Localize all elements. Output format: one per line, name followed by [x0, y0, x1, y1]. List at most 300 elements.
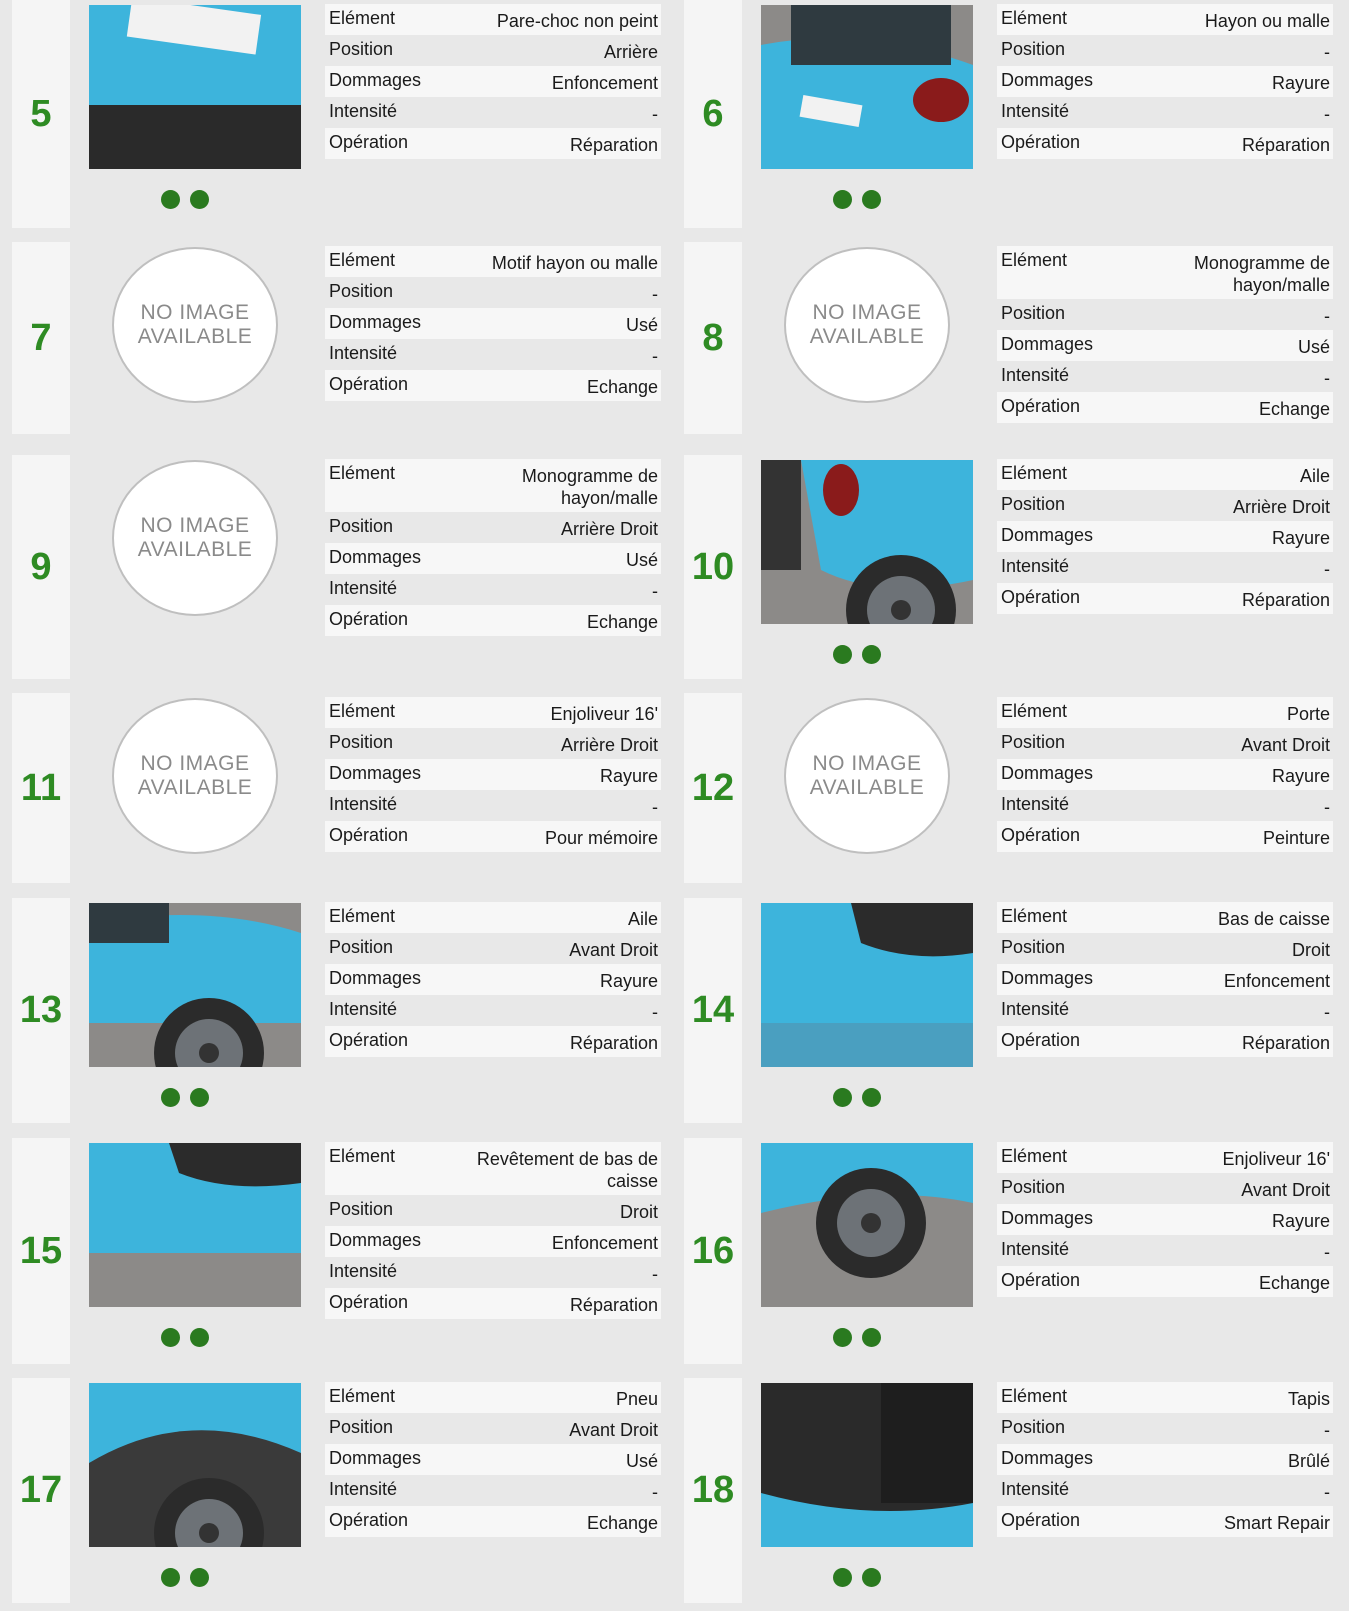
detail-value: Rayure — [1271, 73, 1330, 93]
detail-row — [997, 97, 1333, 128]
damage-details-table — [997, 902, 1333, 1057]
detail-value: Usé — [625, 1451, 658, 1471]
detail-value: Rayure — [1271, 1211, 1330, 1231]
detail-label: Position — [329, 39, 394, 59]
detail-label: Elément — [1001, 906, 1068, 926]
detail-row — [997, 1026, 1333, 1057]
detail-label: Opération — [329, 1030, 409, 1050]
detail-row — [997, 728, 1333, 759]
detail-row — [997, 330, 1333, 361]
pagination-dot[interactable] — [862, 1568, 881, 1587]
pagination-dot[interactable] — [161, 190, 180, 209]
detail-label: Elément — [329, 250, 396, 270]
item-number: 8 — [702, 316, 724, 359]
detail-value: Tapis — [1287, 1389, 1330, 1409]
detail-label: Dommages — [1001, 334, 1094, 354]
detail-value: - — [1324, 306, 1330, 326]
item-number-column — [684, 455, 742, 679]
detail-value: Réparation — [1241, 590, 1330, 610]
detail-value: Echange — [586, 612, 658, 632]
damage-details-table — [997, 459, 1333, 614]
item-number-column — [12, 898, 70, 1123]
item-number-column — [684, 0, 742, 228]
detail-row — [325, 1506, 661, 1537]
photo-pagination-dots — [161, 190, 209, 209]
detail-row — [325, 759, 661, 790]
photo-rear-bumper[interactable] — [89, 5, 301, 169]
pagination-dot[interactable] — [862, 190, 881, 209]
item-number-column — [12, 0, 70, 228]
detail-label: Dommages — [1001, 968, 1094, 988]
item-number: 15 — [19, 1229, 63, 1272]
detail-label: Elément — [1001, 8, 1068, 28]
detail-label: Position — [1001, 39, 1066, 59]
detail-value: - — [652, 1482, 658, 1502]
photo-floor-mat[interactable] — [761, 1383, 973, 1547]
no-image-text: AVAILABLE — [809, 325, 925, 348]
detail-value: Enfoncement — [551, 1233, 658, 1253]
detail-value: Pneu — [615, 1389, 658, 1409]
detail-value: - — [652, 346, 658, 366]
detail-value: Porte — [1286, 704, 1330, 724]
detail-label: Elément — [329, 906, 396, 926]
detail-value: - — [1324, 42, 1330, 62]
damage-details-table — [325, 697, 661, 852]
detail-label: Dommages — [329, 547, 422, 567]
detail-label: Intensité — [329, 999, 398, 1019]
detail-label: Dommages — [1001, 70, 1094, 90]
no-image-placeholder — [784, 698, 950, 854]
detail-value: - — [652, 1264, 658, 1284]
detail-value: Avant Droit — [569, 940, 658, 960]
no-image-text: NO IMAGE — [140, 514, 250, 537]
damage-details-table — [325, 1142, 661, 1319]
detail-row — [997, 128, 1333, 159]
detail-value: Echange — [586, 1513, 658, 1533]
detail-label: Opération — [1001, 1270, 1081, 1290]
detail-value: Hayon ou malle — [1204, 11, 1330, 31]
item-number: 6 — [702, 92, 724, 135]
no-image-text: NO IMAGE — [140, 301, 250, 324]
detail-row — [325, 933, 661, 964]
detail-row — [997, 4, 1333, 35]
item-number-column — [684, 1378, 742, 1603]
pagination-dot[interactable] — [190, 1088, 209, 1107]
item-number: 5 — [30, 92, 52, 135]
detail-value: - — [1324, 1482, 1330, 1502]
detail-value: Rayure — [1271, 766, 1330, 786]
detail-value: Rayure — [599, 971, 658, 991]
detail-label: Dommages — [1001, 1448, 1094, 1468]
detail-label: Opération — [329, 1292, 409, 1312]
detail-label: Elément — [1001, 1146, 1068, 1166]
detail-row — [997, 246, 1333, 299]
detail-row — [997, 790, 1333, 821]
detail-value: - — [1324, 104, 1330, 124]
detail-row — [325, 1142, 661, 1195]
detail-row — [325, 902, 661, 933]
detail-row — [325, 66, 661, 97]
detail-value: Réparation — [569, 1295, 658, 1315]
pagination-dot[interactable] — [161, 1568, 180, 1587]
detail-row — [325, 308, 661, 339]
pagination-dot[interactable] — [862, 1328, 881, 1347]
detail-label: Dommages — [329, 312, 422, 332]
damage-details-table — [325, 246, 661, 401]
detail-row — [325, 790, 661, 821]
detail-value: Enjoliveur 16' — [550, 704, 658, 724]
detail-label: Position — [329, 516, 394, 536]
no-image-text: AVAILABLE — [137, 538, 253, 561]
detail-row — [325, 1226, 661, 1257]
detail-label: Opération — [1001, 1030, 1081, 1050]
detail-label: Position — [1001, 937, 1066, 957]
detail-row — [997, 1444, 1333, 1475]
detail-label: Opération — [1001, 1510, 1081, 1530]
detail-row — [325, 512, 661, 543]
detail-label: Opération — [329, 374, 409, 394]
item-number-column — [12, 455, 70, 679]
detail-value: Enfoncement — [1223, 971, 1330, 991]
damage-details-table — [325, 902, 661, 1057]
damage-details-table — [325, 4, 661, 159]
detail-label: Opération — [329, 609, 409, 629]
detail-value: Echange — [1258, 399, 1330, 419]
pagination-dot[interactable] — [833, 645, 852, 664]
no-image-placeholder — [784, 247, 950, 403]
no-image-text: NO IMAGE — [140, 752, 250, 775]
detail-label: Opération — [329, 132, 409, 152]
detail-row — [325, 97, 661, 128]
detail-label: Dommages — [329, 763, 422, 783]
detail-value: Monogramme de hayon/malle — [1193, 253, 1330, 295]
detail-label: Intensité — [1001, 794, 1070, 814]
detail-label: Elément — [1001, 701, 1068, 721]
detail-label: Intensité — [329, 101, 398, 121]
detail-label: Intensité — [1001, 999, 1070, 1019]
detail-label: Position — [329, 937, 394, 957]
detail-row — [325, 1444, 661, 1475]
detail-row — [325, 697, 661, 728]
item-number-column — [684, 693, 742, 883]
pagination-dot[interactable] — [161, 1328, 180, 1347]
detail-row — [997, 1142, 1333, 1173]
item-number: 7 — [30, 316, 52, 359]
detail-value: Peinture — [1262, 828, 1330, 848]
detail-row — [325, 35, 661, 66]
detail-row — [997, 459, 1333, 490]
detail-row — [997, 583, 1333, 614]
detail-label: Position — [1001, 1177, 1066, 1197]
detail-value: - — [1324, 1420, 1330, 1440]
detail-value: - — [652, 797, 658, 817]
detail-value: - — [652, 284, 658, 304]
pagination-dot[interactable] — [190, 1568, 209, 1587]
photo-pagination-dots — [833, 1088, 881, 1107]
photo-front-wheel[interactable] — [761, 1143, 973, 1307]
detail-label: Intensité — [1001, 1239, 1070, 1259]
no-image-placeholder — [112, 247, 278, 403]
detail-label: Opération — [1001, 396, 1081, 416]
item-number: 11 — [20, 766, 62, 809]
detail-row — [325, 370, 661, 401]
detail-value: Smart Repair — [1223, 1513, 1330, 1533]
detail-row — [997, 697, 1333, 728]
item-number-column — [12, 242, 70, 434]
item-number: 14 — [691, 989, 735, 1031]
pagination-dot[interactable] — [862, 645, 881, 664]
detail-row — [325, 728, 661, 759]
detail-row — [997, 995, 1333, 1026]
detail-label: Elément — [1001, 250, 1068, 270]
detail-label: Position — [1001, 1417, 1066, 1437]
photo-pagination-dots — [833, 190, 881, 209]
no-image-text: AVAILABLE — [137, 325, 253, 348]
detail-row — [997, 1413, 1333, 1444]
detail-value: Avant Droit — [1241, 735, 1330, 755]
detail-label: Dommages — [329, 1448, 422, 1468]
detail-label: Position — [1001, 303, 1066, 323]
photo-tyre[interactable] — [89, 1383, 301, 1547]
pagination-dot[interactable] — [190, 190, 209, 209]
detail-row — [997, 1204, 1333, 1235]
detail-label: Intensité — [329, 794, 398, 814]
photo-rear-wing[interactable] — [761, 460, 973, 624]
item-number-column — [12, 693, 70, 883]
detail-value: Rayure — [599, 766, 658, 786]
detail-value: Avant Droit — [1241, 1180, 1330, 1200]
damage-details-table — [325, 1382, 661, 1537]
photo-pagination-dots — [161, 1088, 209, 1107]
damage-details-table — [997, 1382, 1333, 1537]
detail-label: Intensité — [329, 343, 398, 363]
item-number: 12 — [691, 766, 735, 809]
detail-value: Enfoncement — [551, 73, 658, 93]
no-image-text: NO IMAGE — [812, 752, 922, 775]
detail-value: Réparation — [569, 135, 658, 155]
detail-value: - — [652, 104, 658, 124]
detail-label: Intensité — [1001, 365, 1070, 385]
detail-row — [325, 543, 661, 574]
photo-pagination-dots — [833, 1328, 881, 1347]
damage-details-table — [997, 246, 1333, 423]
detail-label: Position — [1001, 494, 1066, 514]
detail-value: Usé — [1297, 337, 1330, 357]
detail-label: Opération — [1001, 587, 1081, 607]
detail-row — [997, 821, 1333, 852]
pagination-dot[interactable] — [833, 1088, 852, 1107]
detail-value: Revêtement de bas de caisse — [476, 1149, 658, 1191]
item-number-column — [684, 898, 742, 1123]
detail-value: Aile — [1299, 466, 1330, 486]
detail-label: Position — [329, 1199, 394, 1219]
detail-row — [325, 574, 661, 605]
no-image-text: NO IMAGE — [812, 301, 922, 324]
damage-details-table — [997, 4, 1333, 159]
detail-label: Elément — [329, 8, 396, 28]
detail-row — [325, 1288, 661, 1319]
detail-value: - — [1324, 797, 1330, 817]
detail-label: Elément — [329, 701, 396, 721]
pagination-dot[interactable] — [833, 1328, 852, 1347]
detail-label: Opération — [1001, 132, 1081, 152]
detail-value: Rayure — [1271, 528, 1330, 548]
pagination-dot[interactable] — [862, 1088, 881, 1107]
detail-row — [997, 1475, 1333, 1506]
detail-label: Dommages — [329, 70, 422, 90]
detail-value: Echange — [1258, 1273, 1330, 1293]
detail-row — [997, 521, 1333, 552]
detail-row — [997, 66, 1333, 97]
photo-pagination-dots — [161, 1328, 209, 1347]
detail-value: - — [1324, 1002, 1330, 1022]
detail-row — [325, 277, 661, 308]
item-number: 13 — [19, 989, 63, 1031]
item-number: 17 — [19, 1469, 63, 1511]
detail-row — [997, 1235, 1333, 1266]
damage-details-table — [997, 1142, 1333, 1297]
detail-value: Usé — [625, 315, 658, 335]
detail-row — [997, 35, 1333, 66]
detail-value: Enjoliveur 16' — [1222, 1149, 1330, 1169]
detail-label: Dommages — [1001, 525, 1094, 545]
detail-value: Aile — [627, 909, 658, 929]
detail-row — [325, 605, 661, 636]
detail-value: Pour mémoire — [544, 828, 658, 848]
detail-row — [997, 361, 1333, 392]
detail-label: Dommages — [329, 1230, 422, 1250]
detail-row — [325, 246, 661, 277]
detail-label: Opération — [329, 825, 409, 845]
detail-value: Motif hayon ou malle — [491, 253, 658, 273]
detail-row — [325, 1257, 661, 1288]
detail-value: - — [1324, 559, 1330, 579]
no-image-placeholder — [112, 460, 278, 616]
item-number: 18 — [691, 1469, 735, 1511]
item-number-column — [12, 1378, 70, 1603]
photo-front-wing[interactable] — [89, 903, 301, 1067]
detail-value: Arrière Droit — [560, 519, 658, 539]
no-image-text: AVAILABLE — [809, 776, 925, 799]
detail-value: Réparation — [1241, 135, 1330, 155]
detail-value: Droit — [1291, 940, 1330, 960]
detail-label: Intensité — [329, 578, 398, 598]
detail-label: Intensité — [329, 1261, 398, 1281]
detail-row — [325, 821, 661, 852]
damage-details-table — [997, 697, 1333, 852]
detail-value: Echange — [586, 377, 658, 397]
detail-row — [325, 1475, 661, 1506]
detail-row — [997, 964, 1333, 995]
item-number-column — [12, 1138, 70, 1364]
item-number: 9 — [30, 545, 52, 588]
detail-label: Position — [329, 281, 394, 301]
detail-value: Réparation — [569, 1033, 658, 1053]
detail-value: - — [1324, 368, 1330, 388]
detail-label: Intensité — [1001, 556, 1070, 576]
detail-value: - — [652, 581, 658, 601]
damage-details-table — [325, 459, 661, 636]
detail-row — [997, 1506, 1333, 1537]
detail-value: - — [652, 1002, 658, 1022]
detail-row — [997, 392, 1333, 423]
detail-row — [997, 933, 1333, 964]
detail-row — [325, 1026, 661, 1057]
detail-row — [325, 339, 661, 370]
detail-row — [997, 299, 1333, 330]
detail-label: Dommages — [329, 968, 422, 988]
item-number-column — [684, 1138, 742, 1364]
detail-row — [325, 1413, 661, 1444]
item-number: 16 — [691, 1229, 735, 1272]
detail-row — [997, 490, 1333, 521]
pagination-dot[interactable] — [161, 1088, 180, 1107]
detail-row — [997, 1382, 1333, 1413]
detail-value: Pare-choc non peint — [496, 11, 658, 31]
detail-label: Position — [329, 1417, 394, 1437]
detail-label: Elément — [329, 1146, 396, 1166]
detail-row — [325, 4, 661, 35]
detail-row — [325, 964, 661, 995]
detail-value: Bas de caisse — [1217, 909, 1330, 929]
detail-value: Monogramme de hayon/malle — [521, 466, 658, 508]
detail-label: Opération — [1001, 825, 1081, 845]
photo-pagination-dots — [833, 645, 881, 664]
detail-label: Opération — [329, 1510, 409, 1530]
detail-row — [997, 1266, 1333, 1297]
detail-label: Intensité — [1001, 1479, 1070, 1499]
detail-row — [325, 1195, 661, 1226]
detail-value: Usé — [625, 550, 658, 570]
detail-value: Arrière Droit — [1232, 497, 1330, 517]
pagination-dot[interactable] — [833, 190, 852, 209]
detail-row — [997, 902, 1333, 933]
detail-label: Intensité — [1001, 101, 1070, 121]
detail-row — [997, 759, 1333, 790]
photo-pagination-dots — [161, 1568, 209, 1587]
photo-sill-trim[interactable] — [89, 1143, 301, 1307]
detail-label: Elément — [1001, 1386, 1068, 1406]
pagination-dot[interactable] — [833, 1568, 852, 1587]
photo-pagination-dots — [833, 1568, 881, 1587]
detail-label: Dommages — [1001, 763, 1094, 783]
detail-row — [325, 1382, 661, 1413]
detail-row — [997, 1173, 1333, 1204]
pagination-dot[interactable] — [190, 1328, 209, 1347]
no-image-placeholder — [112, 698, 278, 854]
detail-value: Avant Droit — [569, 1420, 658, 1440]
detail-value: Réparation — [1241, 1033, 1330, 1053]
detail-row — [997, 552, 1333, 583]
detail-value: Arrière Droit — [560, 735, 658, 755]
detail-value: - — [1324, 1242, 1330, 1262]
detail-value: Brûlé — [1287, 1451, 1330, 1471]
detail-row — [325, 128, 661, 159]
photo-tailgate[interactable] — [761, 5, 973, 169]
detail-label: Position — [329, 732, 394, 752]
detail-value: Droit — [619, 1202, 658, 1222]
detail-label: Elément — [329, 463, 396, 483]
no-image-text: AVAILABLE — [137, 776, 253, 799]
item-number-column — [684, 242, 742, 434]
detail-value: Arrière — [603, 42, 658, 62]
detail-label: Position — [1001, 732, 1066, 752]
detail-label: Intensité — [329, 1479, 398, 1499]
photo-sill[interactable] — [761, 903, 973, 1067]
detail-label: Elément — [1001, 463, 1068, 483]
detail-label: Elément — [329, 1386, 396, 1406]
detail-row — [325, 995, 661, 1026]
